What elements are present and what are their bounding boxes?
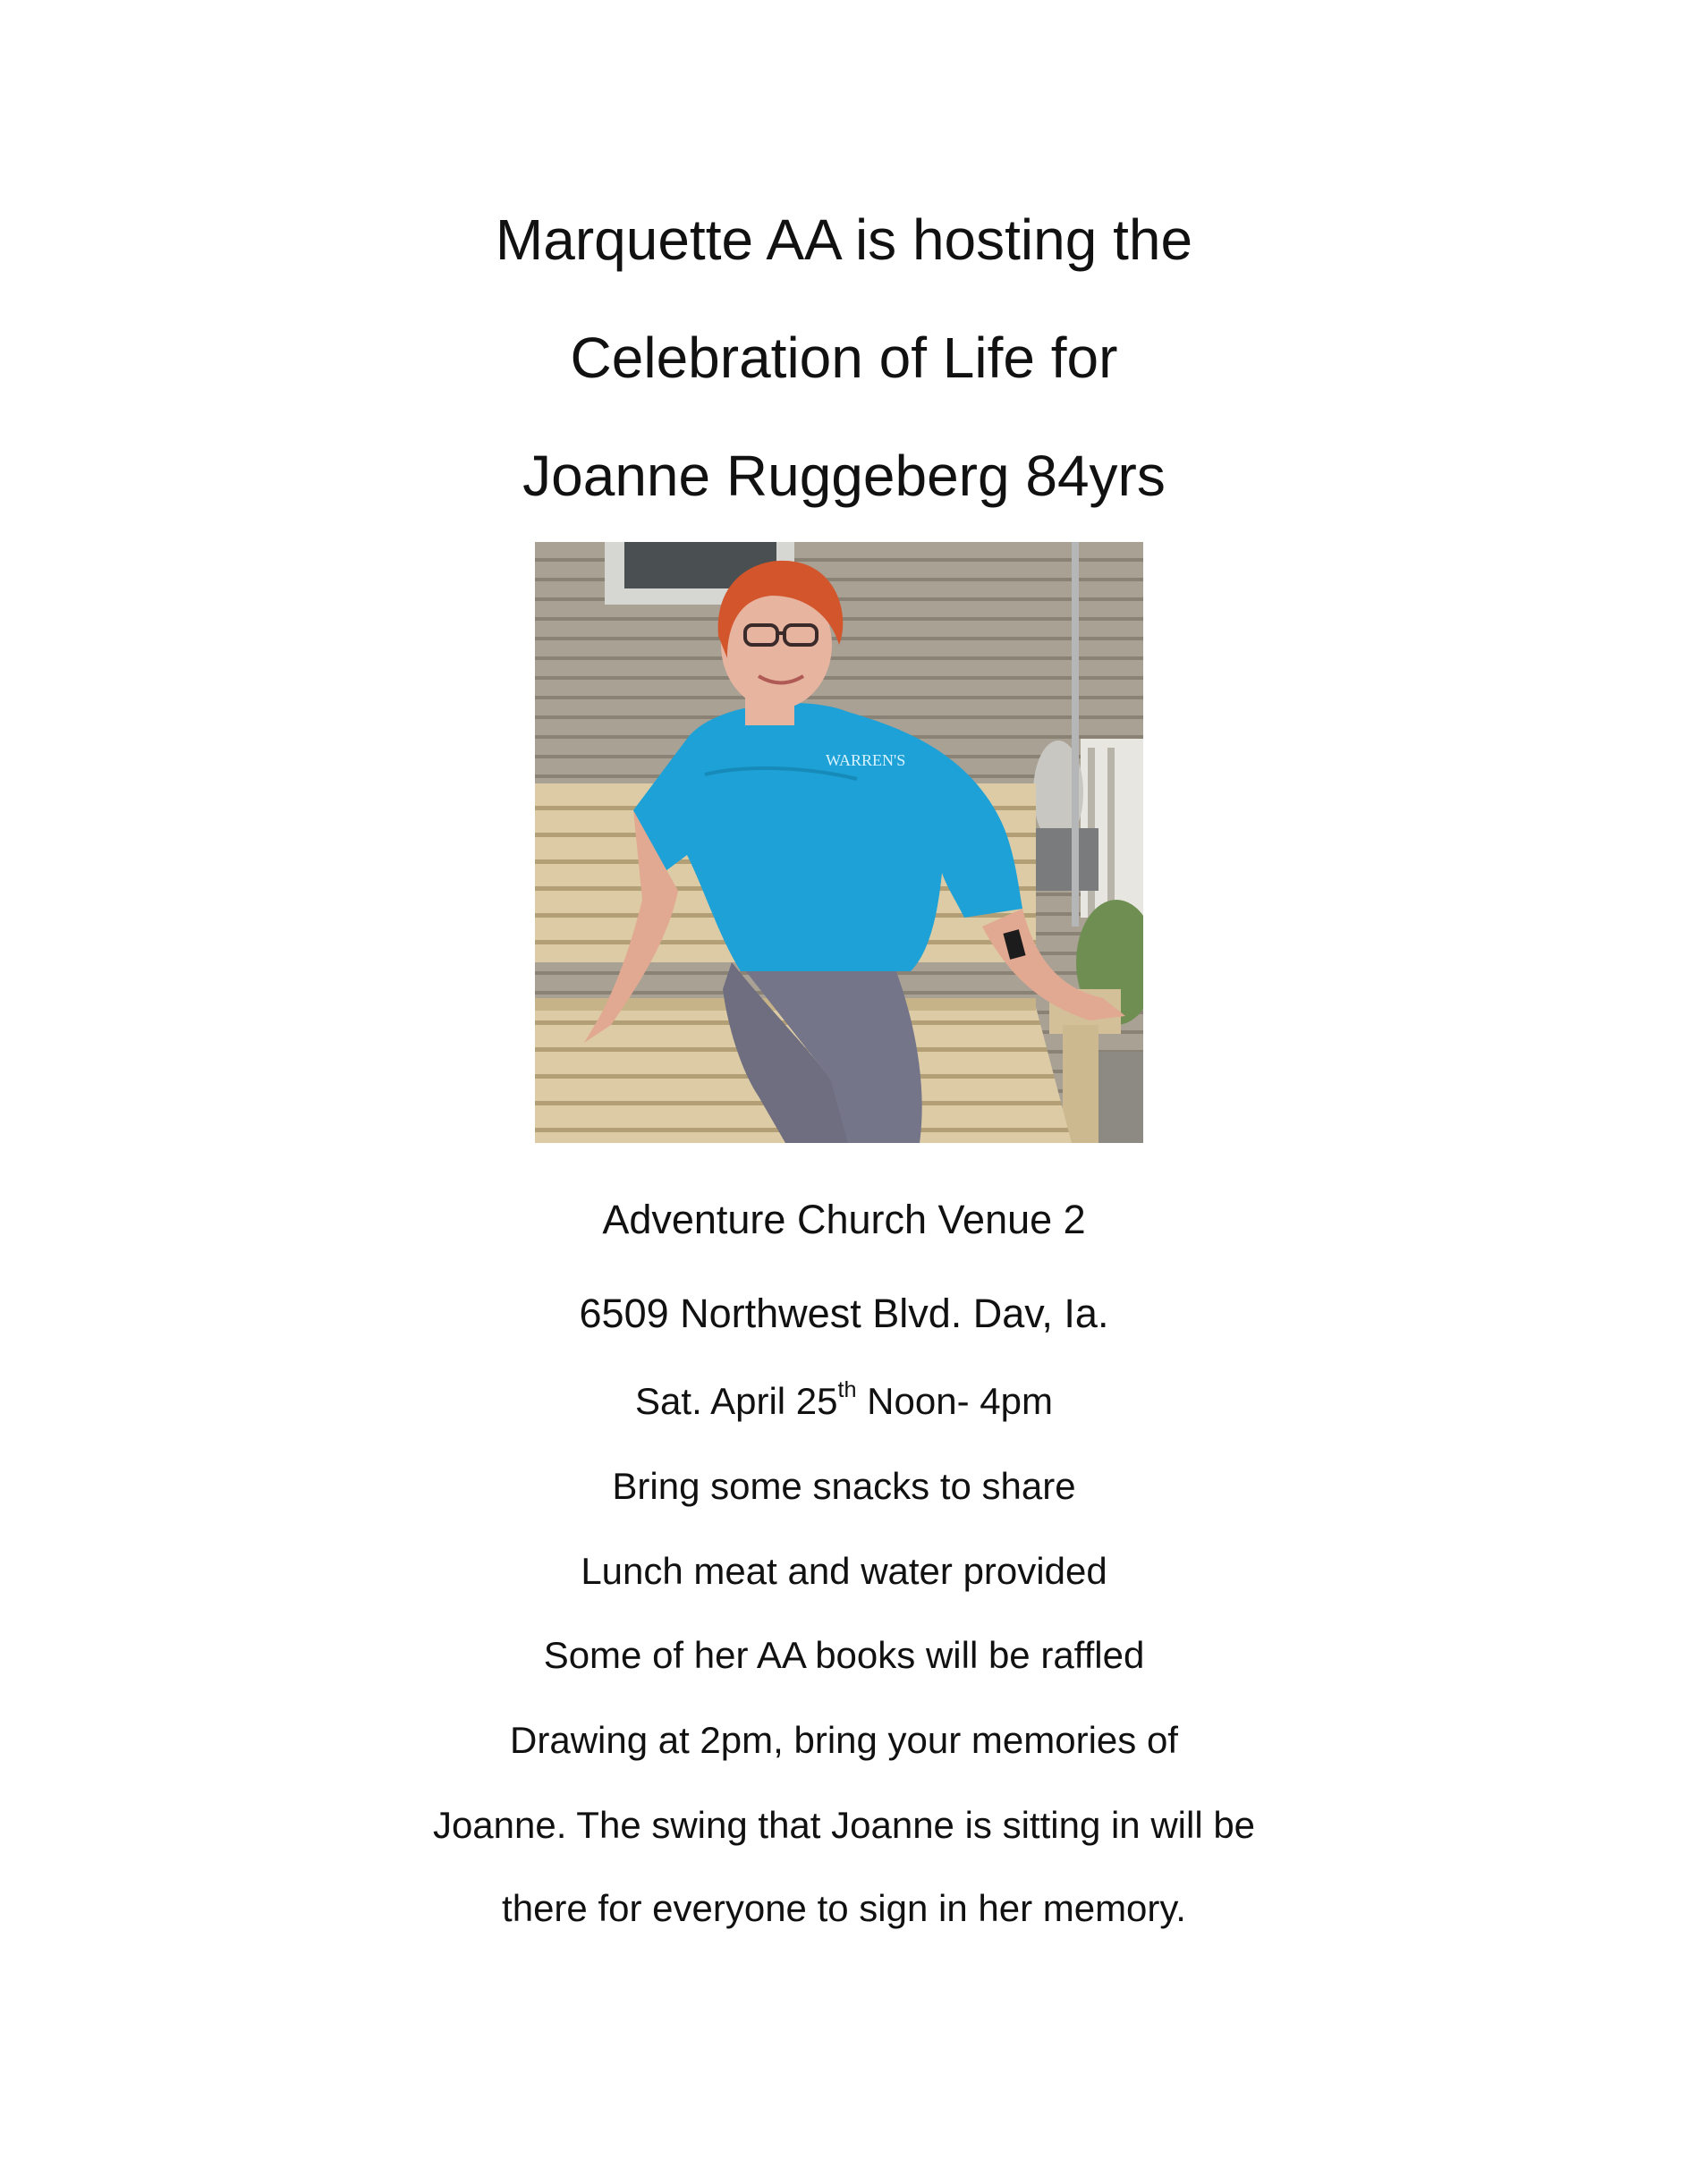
detail-line-6: there for everyone to sign in her memory. (502, 1887, 1186, 1929)
title-line-2: Celebration of Life for (570, 326, 1118, 390)
venue-name: Adventure Church Venue 2 (602, 1197, 1086, 1242)
venue-address: 6509 Northwest Blvd. Dav, Ia. (579, 1291, 1109, 1336)
title-line-3: Joanne Ruggeberg 84yrs (522, 444, 1166, 508)
event-time: Noon- 4pm (856, 1380, 1053, 1422)
memorial-photo (535, 542, 1143, 1143)
detail-line-2: Lunch meat and water provided (581, 1550, 1107, 1592)
detail-line-5: Joanne. The swing that Joanne is sitting in will be (432, 1804, 1256, 1846)
event-date: Sat. April 25 (635, 1380, 838, 1422)
event-date-time (0, 1377, 1688, 1422)
detail-line-3: Some of her AA books will be raffled (543, 1634, 1145, 1676)
detail-line-1: Bring some snacks to share (612, 1465, 1076, 1507)
shirt-logo-text: WARREN'S (826, 751, 906, 769)
title-line-1: Marquette AA is hosting the (495, 207, 1193, 272)
date-ordinal: th (837, 1377, 857, 1403)
detail-line-4: Drawing at 2pm, bring your memories of (510, 1719, 1178, 1761)
